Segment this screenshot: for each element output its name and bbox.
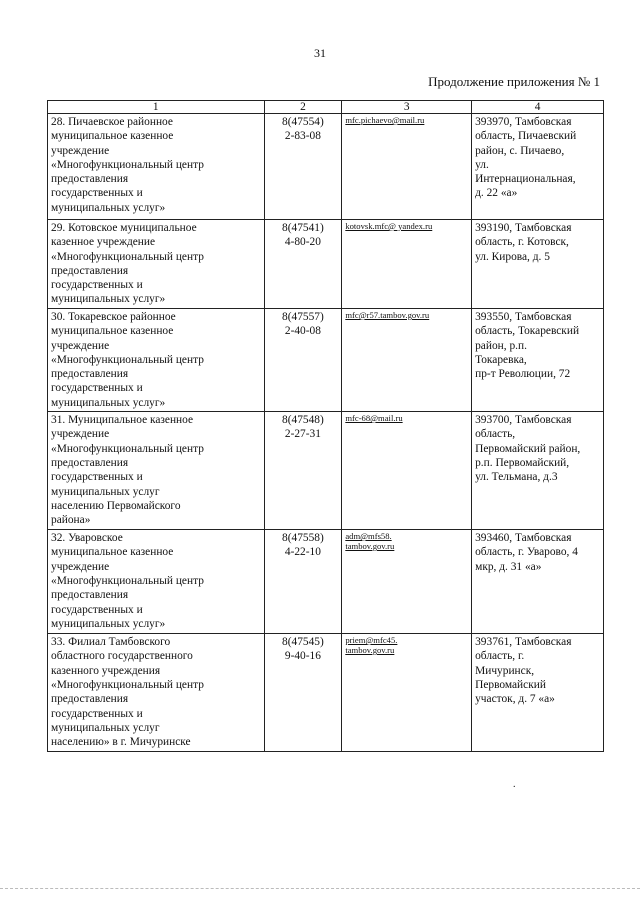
page-number: 31 <box>314 46 326 60</box>
email-link[interactable]: mfc@r57.tambov.gov.ru <box>342 309 472 412</box>
organization-name: 30. Токаревское районное муниципальное казенное учреждение «Многофункциональный центр предоставления государственных и муниципальных услуг» <box>48 309 265 412</box>
postal-address: 393460, Тамбовская область, г. Уварово, 4 мкр, д. 31 «а» <box>472 530 604 634</box>
postal-address: 393700, Тамбовская область, Первомайский район, р.п. Первомайский, ул. Тельмана, д.3 <box>472 412 604 530</box>
phone-number: 8(47548) 2-27-31 <box>264 412 342 530</box>
column-header: 3 <box>342 101 472 114</box>
mfc-contacts-table <box>47 100 604 752</box>
email-link[interactable]: kotovsk.mfc@ yandex.ru <box>342 220 472 309</box>
appendix-continuation-heading: Продолжение приложения № 1 <box>428 74 600 89</box>
column-header: 1 <box>48 101 265 114</box>
postal-address: 393550, Тамбовская область, Токаревский район, р.п. Токаревка, пр-т Революции, 72 <box>472 309 604 412</box>
header-row <box>48 101 604 114</box>
column-header: 4 <box>472 101 604 114</box>
organization-name: 29. Котовское муниципальное казенное учреждение «Многофункциональный центр предоставления государственных и муниципальных услуг» <box>48 220 265 309</box>
scan-speck: . <box>513 779 516 790</box>
phone-number: 8(47558) 4-22-10 <box>264 530 342 634</box>
table-row <box>48 530 604 634</box>
organization-name: 33. Филиал Тамбовского областного государственного казенного учреждения «Многофункциональный центр предоставления государственных и муниципальных услуг населению» в г. Мичуринске <box>48 634 265 752</box>
table-row <box>48 220 604 309</box>
postal-address: 393761, Тамбовская область, г. Мичуринск, Первомайский участок, д. 7 «а» <box>472 634 604 752</box>
scan-bottom-edge <box>0 888 640 893</box>
table-row <box>48 634 604 752</box>
table-row <box>48 114 604 220</box>
organization-name: 32. Уваровское муниципальное казенное учреждение «Многофункциональный центр предоставления государственных и муниципальных услуг» <box>48 530 265 634</box>
email-link[interactable]: adm@mfs58. tambov.gov.ru <box>342 530 472 634</box>
email-link[interactable]: mfc.pichaevo@mail.ru <box>342 114 472 220</box>
table-row <box>48 309 604 412</box>
postal-address: 393190, Тамбовская область, г. Котовск, ул. Кирова, д. 5 <box>472 220 604 309</box>
phone-number: 8(47557) 2-40-08 <box>264 309 342 412</box>
column-header: 2 <box>264 101 342 114</box>
postal-address: 393970, Тамбовская область, Пичаевский район, с. Пичаево, ул. Интернациональная, д. 22 «а» <box>472 114 604 220</box>
email-link[interactable]: mfc-68@mail.ru <box>342 412 472 530</box>
organization-name: 28. Пичаевское районное муниципальное казенное учреждение «Многофункциональный центр предоставления государственных и муниципальных услуг» <box>48 114 265 220</box>
phone-number: 8(47541) 4-80-20 <box>264 220 342 309</box>
phone-number: 8(47545) 9-40-16 <box>264 634 342 752</box>
phone-number: 8(47554) 2-83-08 <box>264 114 342 220</box>
table-row <box>48 412 604 530</box>
organization-name: 31. Муниципальное казенное учреждение «Многофункциональный центр предоставления государственных и муниципальных услуг населению Первомайского района» <box>48 412 265 530</box>
email-link[interactable]: priem@mfc45. tambov.gov.ru <box>342 634 472 752</box>
